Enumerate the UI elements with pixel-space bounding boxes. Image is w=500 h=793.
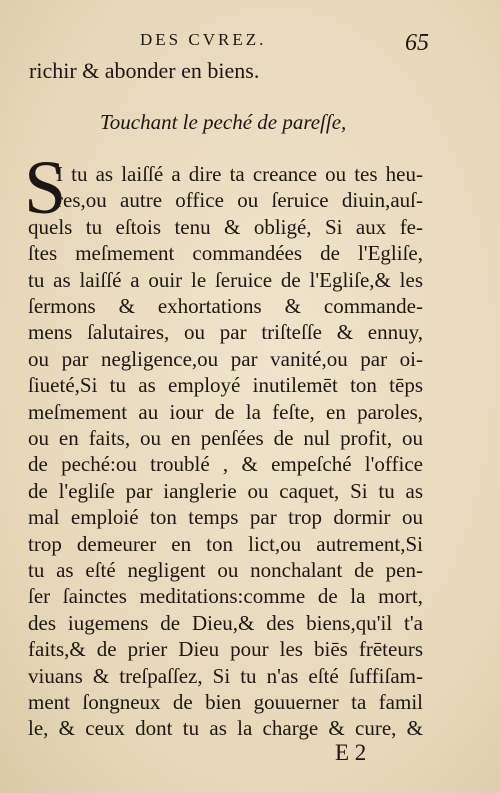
running-head: DES CVREZ. [140,30,267,49]
body-line: ſermons & exhortations & commande- [28,294,423,318]
body-line: ſtes meſmement commandées de l'Egliſe, [28,241,423,266]
body-line: des iugemens de Dieu,& des biens,qu'il t'a [28,610,423,635]
body-line: tu as laiſſé a ouir le ſeruice de l'Egliſe,& les [28,267,423,292]
body-line: quels tu eſtois tenu & obligé, Si aux fe- [28,214,423,239]
body-line: viuans & treſpaſſez, Si tu n'as eſté ſuffiſam- [28,663,423,688]
body-line: ment ſongneux de bien gouuerner ta famil [28,690,423,714]
body-line: meſmement au iour de la feſte, en paroles, [28,399,423,424]
body-line: de peché:ou troublé , & empeſché l'office [28,452,423,477]
continuation-line: richir & abonder en biens. [29,58,260,83]
body-line: tu as eſté negligent ou nonchalant de pen- [28,558,423,582]
section-heading: Touchant le peché de pareſſe, [100,110,347,134]
body-line: I tu as laiſſé a dire ta creance ou tes heu- [56,162,423,186]
page-number: 65 [405,30,429,56]
body-line: trop demeurer en ton lict,ou autrement,Si [28,531,423,556]
body-line: ou en faits, ou en penſées de nul profit, ou [28,426,423,450]
body-line: ſiueté,Si tu as employé inutilemēt ton tēps [28,373,423,398]
body-line: mens ſalutaires, ou par triſteſſe & ennuy, [28,320,423,345]
body-line: faits,& de prier Dieu pour les biēs frēteurs [28,637,423,662]
drop-cap-initial: S [24,146,67,230]
body-line: res,ou autre office ou ſeruice diuin,auſ- [56,188,423,213]
body-line: de l'egliſe par ianglerie ou caquet, Si tu as [28,478,423,503]
body-line: le, & ceux dont tu as la charge & cure, & [28,716,423,741]
signature-mark: E 2 [335,740,367,765]
body-line: ſer ſainctes meditations:comme de la mort, [28,584,423,609]
body-line: ou par negligence,ou par vanité,ou par oi- [28,346,423,371]
body-line: mal emploié ton temps par trop dormir ou [28,505,423,530]
